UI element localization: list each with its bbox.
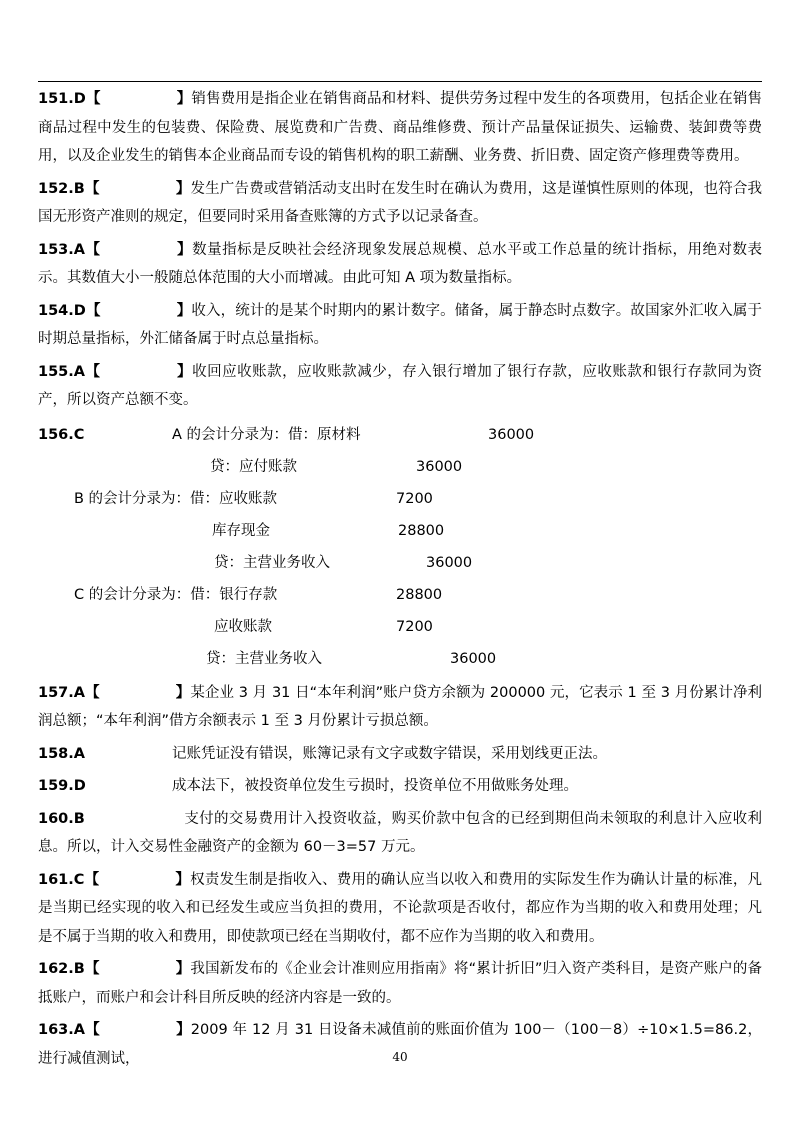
bracket-close: 】 xyxy=(175,871,191,888)
answer-152 xyxy=(38,175,762,232)
answer-153 xyxy=(38,236,762,293)
answer-text: 支付的交易费用计入投资收益，购买价款中包含的已经到期但尚未领取的利息计入应收利息。所以，计入交易性金融资产的金额为 60－3=57 万元。 xyxy=(38,810,762,855)
bracket-close: 】 xyxy=(176,302,192,319)
header-rule xyxy=(38,81,762,82)
answer-text: 我国新发布的《企业会计准则应用指南》将“累计折旧”归入资产类科目，是资产账户的备抵账户，而账户和会计科目所反映的经济内容是一致的。 xyxy=(38,961,763,1006)
answer-text: 收回应收账款，应收账款减少，存入银行增加了银行存款，应收账款和银行存款同为资产，所以资产总额不变。 xyxy=(38,363,763,408)
journal-label: B 的会计分录为：借：应收账款 xyxy=(74,490,278,507)
journal-amount: 28800 xyxy=(398,522,445,539)
page-number: 40 xyxy=(392,1050,408,1064)
journal-amount: 36000 xyxy=(416,458,463,475)
answer-160 xyxy=(38,805,762,862)
journal-label: A 的会计分录为：借：原材料 xyxy=(172,426,361,443)
journal-label: C 的会计分录为：借：银行存款 xyxy=(74,586,278,603)
journal-line xyxy=(38,483,762,515)
journal-line xyxy=(38,419,762,451)
bracket-open: 【 xyxy=(84,180,100,197)
answer-number: 151.D xyxy=(38,91,86,107)
journal-line xyxy=(38,579,762,611)
answer-number: 161.C xyxy=(38,871,85,888)
answer-157 xyxy=(38,679,762,736)
answer-text: 数量指标是反映社会经济现象发展总规模、总水平或工作总量的统计指标，用绝对数表示。其数值大小一般随总体范围的大小而增减。由此可知 A 项为数量指标。 xyxy=(38,241,763,286)
answer-162 xyxy=(38,955,762,1012)
answer-number: 160.B xyxy=(38,810,85,827)
answer-number: 154.D xyxy=(38,302,86,319)
journal-label: 库存现金 xyxy=(212,522,270,539)
bracket-close: 】 xyxy=(175,180,191,197)
answer-text: 权责发生制是指收入、费用的确认应当以收入和费用的实际发生作为确认计量的标准，凡是当期已经实现的收入和已经发生或应当负担的费用，不论款项是否收付，都应作为当期的收入和费用处理；凡是不属于当期的收入和费用，即使款项已经在当期收付，都不应作为当期的收入和费用。 xyxy=(38,871,763,945)
bracket-open: 【 xyxy=(85,91,101,107)
answer-156 xyxy=(38,419,762,675)
bracket-close: 】 xyxy=(175,1022,191,1038)
answer-text: 发生广告费或营销活动支出时在发生时在确认为费用，这是谨慎性原则的体现，也符合我国无形资产准则的规定，但要同时采用备查账簿的方式予以记录备查。 xyxy=(38,180,763,225)
bracket-close: 】 xyxy=(175,961,191,977)
journal-amount: 28800 xyxy=(396,586,443,603)
bracket-open: 【 xyxy=(85,684,100,701)
journal-amount: 36000 xyxy=(488,426,535,443)
journal-line xyxy=(38,643,762,675)
journal-line xyxy=(38,547,762,579)
answer-number: 155.A xyxy=(38,363,85,380)
answer-155 xyxy=(38,358,762,415)
bracket-open: 【 xyxy=(85,302,101,319)
bracket-open: 【 xyxy=(85,1022,100,1038)
journal-label: 贷：应付账款 xyxy=(210,458,297,475)
bracket-close: 】 xyxy=(176,91,192,107)
answer-number: 153.A xyxy=(38,241,85,258)
answer-text: 销售费用是指企业在销售商品和材料、提供劳务过程中发生的各项费用，包括企业在销售商品过程中发生的包装费、保险费、展览费和广告费、商品维修费、预计产品量保证损失、运输费、装卸费等费用，以及企业发生的销售本企业商品而专设的销售机构的职工薪酬、业务费、折旧费、固定资产修理费等费用。 xyxy=(38,91,763,164)
answer-text: 成本法下，被投资单位发生亏损时，投资单位不用做账务处理。 xyxy=(172,778,578,794)
journal-amount: 36000 xyxy=(426,554,473,571)
bracket-close: 】 xyxy=(175,684,191,701)
answer-text: 记账凭证没有错误，账簿记录有文字或数字错误，采用划线更正法。 xyxy=(172,745,607,762)
answer-number: 159.D xyxy=(38,778,86,794)
journal-amount: 36000 xyxy=(450,650,497,667)
answer-161 xyxy=(38,866,762,952)
answer-list xyxy=(38,85,762,1077)
journal-line xyxy=(38,515,762,547)
bracket-open: 【 xyxy=(85,363,101,380)
answer-number: 156.C xyxy=(38,426,85,443)
answer-151 xyxy=(38,85,762,171)
answer-number: 163.A xyxy=(38,1022,85,1038)
journal-label: 贷：主营业务收入 xyxy=(214,554,330,571)
answer-text: 收入，统计的是某个时期内的累计数字。储备，属于静态时点数字。故国家外汇收入属于时期总量指标，外汇储备属于时点总量指标。 xyxy=(38,302,763,347)
journal-line xyxy=(38,611,762,643)
answer-163 xyxy=(38,1016,762,1073)
bracket-open: 【 xyxy=(84,961,100,977)
answer-number: 157.A xyxy=(38,684,85,701)
bracket-open: 【 xyxy=(84,871,100,888)
answer-159 xyxy=(38,772,762,801)
journal-label: 应收账款 xyxy=(214,618,272,635)
answer-158 xyxy=(38,740,762,769)
answer-number: 152.B xyxy=(38,180,85,197)
answer-number: 162.B xyxy=(38,961,85,977)
journal-line xyxy=(38,451,762,483)
journal-amount: 7200 xyxy=(396,618,433,635)
answer-154 xyxy=(38,297,762,354)
bracket-close: 】 xyxy=(176,363,193,380)
journal-label: 贷：主营业务收入 xyxy=(206,650,322,667)
journal-amount: 7200 xyxy=(396,490,433,507)
answer-text: 2009 年 12 月 31 日设备未减值前的账面价值为 100－（100－8）÷10×1.5=86.2，进行减值测试， xyxy=(38,1022,763,1067)
answer-text: 某企业 3 月 31 日“本年利润”账户贷方余额为 200000 元，它表示 1 至 3 月份累计净利润总额；“本年利润”借方余额表示 1 至 3 月份累计亏损总额。 xyxy=(38,684,763,729)
answer-number: 158.A xyxy=(38,745,85,762)
bracket-close: 】 xyxy=(176,241,193,258)
bracket-open: 【 xyxy=(85,241,101,258)
